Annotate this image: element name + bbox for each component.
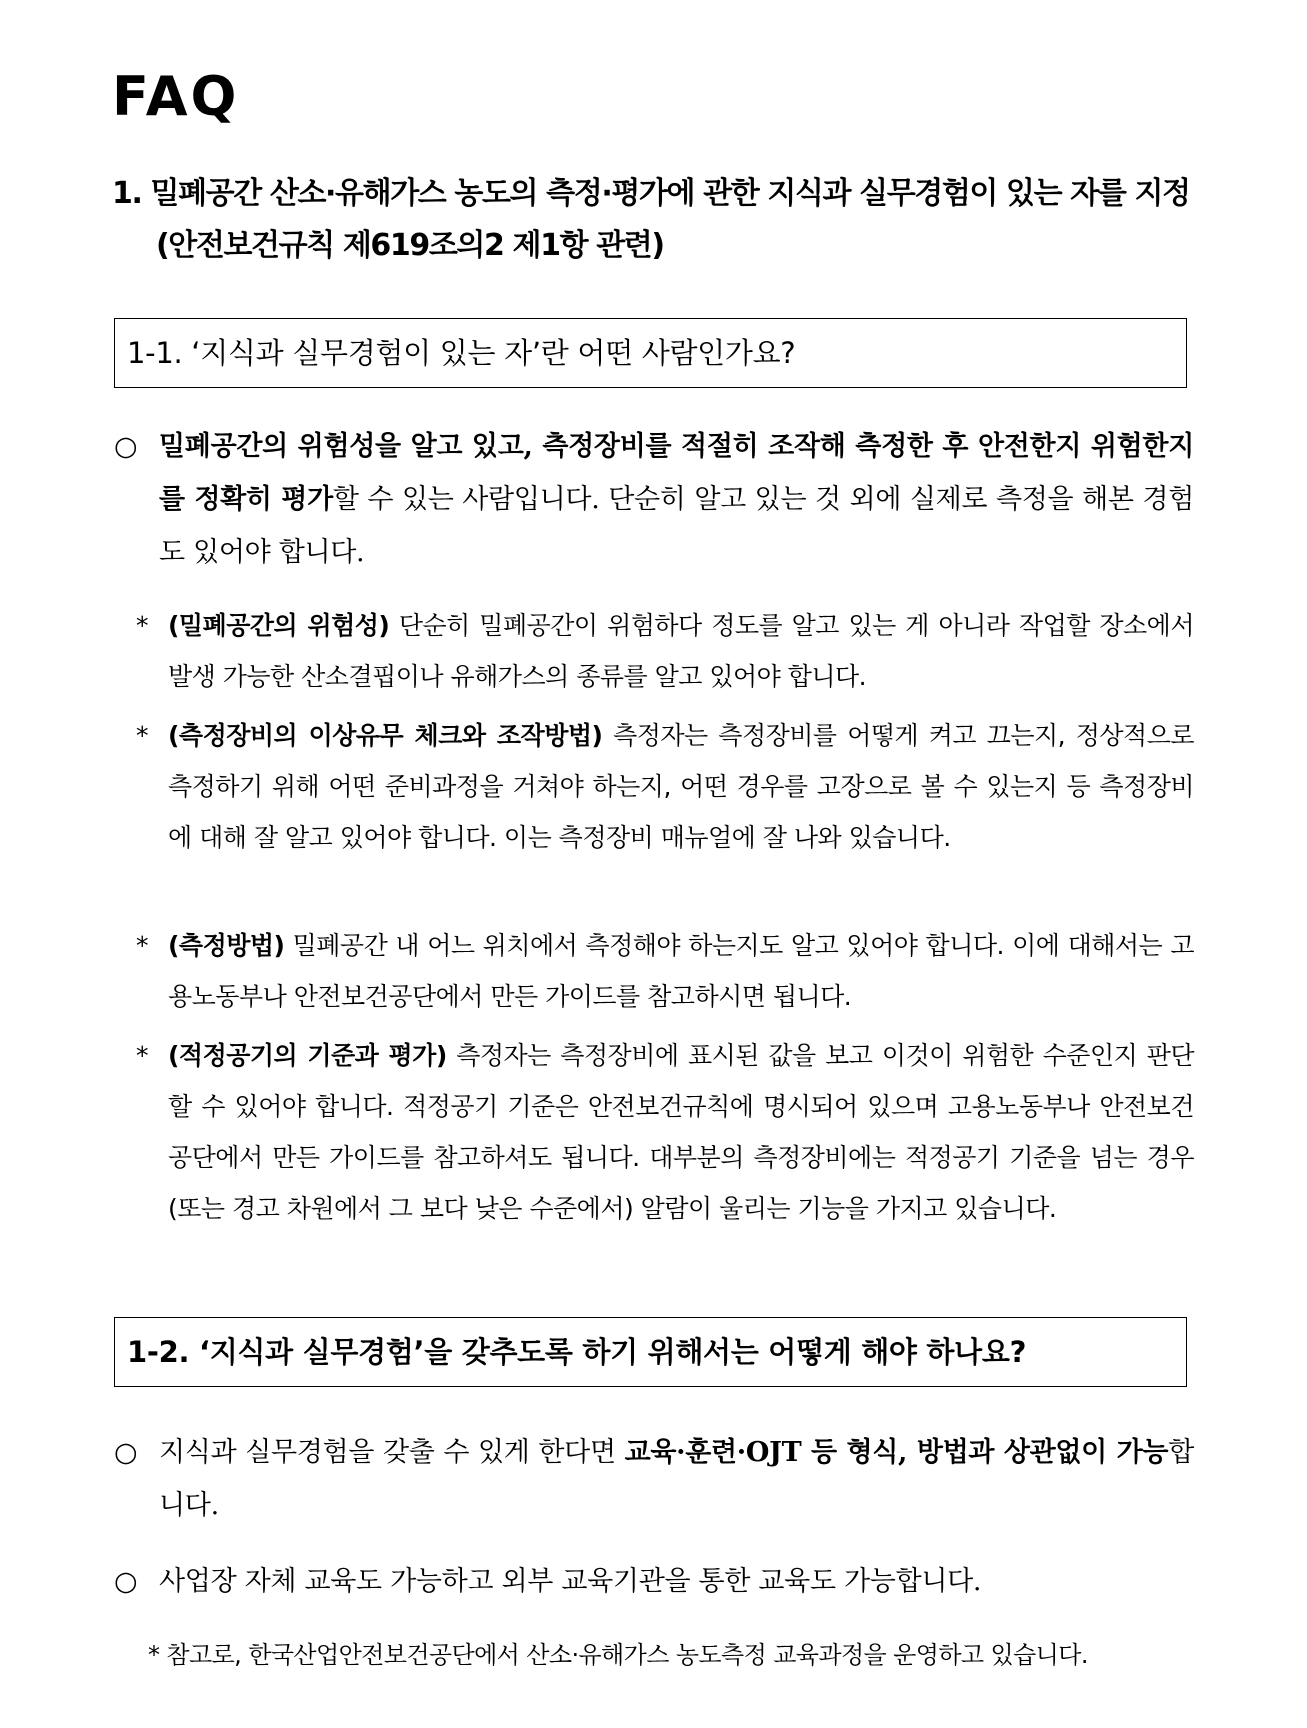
answer-text: 사업장 자체 교육도 가능하고 외부 교육기관을 통한 교육도 가능합니다.: [159, 1566, 982, 1597]
reference-note: * 참고로, 한국산업안전보건공단에서 산소·유해가스 농도측정 교육과정을 운영하고 있습니다.: [148, 1641, 1088, 1669]
note-label: (측정장비의 이상유무 체크와 조작방법): [168, 721, 603, 750]
answer-1-2-b: [114, 1555, 1194, 1608]
answer-1-2-a: [114, 1426, 1194, 1532]
asterisk-icon: *: [136, 1041, 148, 1070]
answer-text-bold: 교육·훈련·OJT 등 형식, 방법과 상관없이 가능: [624, 1437, 1169, 1468]
answer-1-1-bold: 밀폐공간의 위험성을 알고 있고, 측정장비를 적절히 조작해 측정한 후 안전한지 위험한지를 정확히 평가: [159, 431, 1194, 515]
note-label: (적정공기의 기준과 평가): [168, 1041, 447, 1070]
circle-bullet-icon: ○: [114, 1566, 138, 1597]
note-text: 측정자는 측정장비에 표시된 값을 보고 이것이 위험한 수준인지 판단할 수 있어야 합니다. 적정공기 기준은 안전보건규칙에 명시되어 있으며 고용노동부나 안전보건공단에서 만든 가이드를 참고하셔도 됩니다. 대부분의 측정장비에는 적정공기 기준을 넘는 경우(또는 경고 차원에서 그 보다 낮은 수준에서) 알람이 울리는 기능을 가지고 있습니다.: [168, 1041, 1194, 1223]
note-text: 측정자는 측정장비를 어떻게 켜고 끄는지, 정상적으로 측정하기 위해 어떤 준비과정을 거쳐야 하는지, 어떤 경우를 고장으로 볼 수 있는지 등 측정장비에 대해 잘 알고 있어야 합니다. 이는 측정장비 매뉴얼에 잘 나와 있습니다.: [168, 721, 1194, 852]
note-text: 단순히 밀폐공간이 위험하다 정도를 알고 있는 게 아니라 작업할 장소에서 발생 가능한 산소결핍이나 유해가스의 종류를 알고 있어야 합니다.: [168, 611, 1194, 691]
asterisk-icon: *: [136, 721, 148, 750]
note-text: 밀폐공간 내 어느 위치에서 측정해야 하는지도 알고 있어야 합니다. 이에 대해서는 고용노동부나 안전보건공단에서 만든 가이드를 참고하시면 됩니다.: [168, 931, 1194, 1011]
note-item: [136, 920, 1194, 1022]
question-box-1-2: 1-2. ‘지식과 실무경험’을 갖추도록 하기 위해서는 어떻게 해야 하나요?: [114, 1317, 1187, 1387]
asterisk-icon: *: [136, 931, 148, 960]
note-item: [136, 1030, 1194, 1234]
section-heading: [112, 168, 1202, 272]
note-label: (측정방법): [168, 931, 285, 960]
answer-1-1-text: 할 수 있는 사람입니다. 단순히 알고 있는 것 외에 실제로 측정을 해본 경험도 있어야 합니다.: [159, 484, 1194, 568]
note-item: [136, 600, 1194, 702]
answer-text-pre: 지식과 실무경험을 갖출 수 있게 한다면: [159, 1437, 625, 1468]
note-item: [136, 710, 1194, 863]
circle-bullet-icon: ○: [114, 1437, 138, 1468]
section-heading-line2: (안전보건규칙 제619조의2 제1항 관련): [156, 228, 664, 263]
document-title: FAQ: [112, 65, 240, 128]
question-box-1-1: 1-1. ‘지식과 실무경험이 있는 자’란 어떤 사람인가요?: [114, 318, 1187, 388]
note-label: (밀폐공간의 위험성): [168, 611, 390, 640]
section-heading-line1: 1. 밀폐공간 산소·유해가스 농도의 측정·평가에 관한 지식과 실무경험이 있는 자를 지정: [112, 176, 1190, 211]
answer-text-post: 합니다.: [159, 1437, 1194, 1521]
asterisk-icon: *: [136, 611, 148, 640]
circle-bullet-icon: ○: [114, 431, 138, 462]
answer-1-1: [114, 420, 1194, 579]
